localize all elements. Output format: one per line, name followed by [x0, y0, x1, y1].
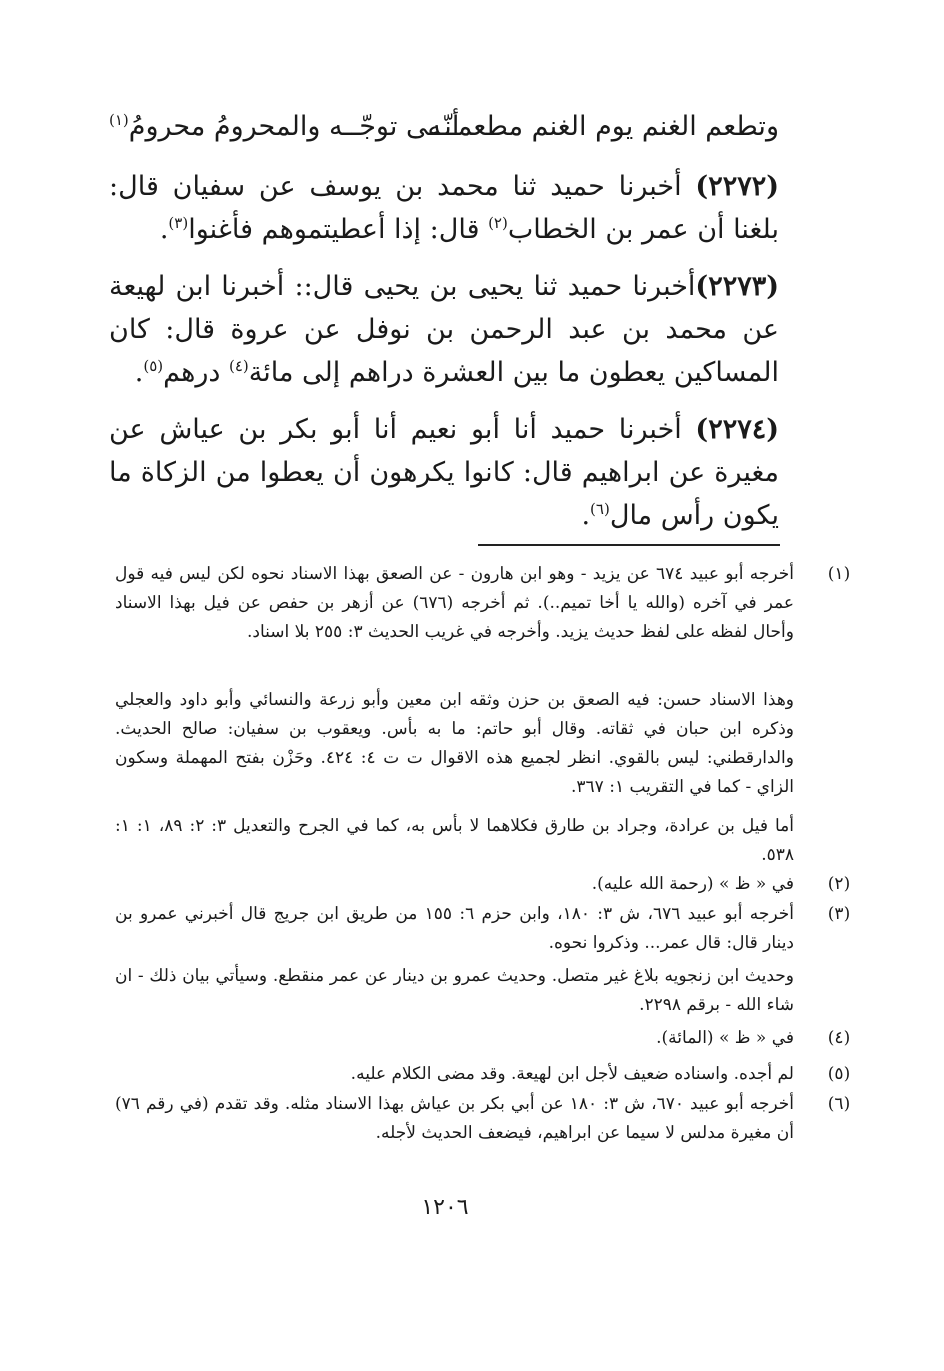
footnote: [115, 962, 794, 1020]
verse-hemistich-1: وتطعم الغنم يوم الغنم مطعمــه: [427, 111, 779, 142]
footnote-mark: (٦): [827, 1094, 851, 1114]
footnote-ref: (١): [109, 111, 129, 129]
footnote-text: أخرجه أبو عبيد ٦٧٦، ش ٣: ١٨٠، وابن حزم ٦: ١٥٥ من طريق ابن جريج قال أخبرني عمرو بن دينار قال: قال عمر... وذكروا نحوه.: [115, 904, 795, 953]
footnote: [115, 812, 794, 870]
footnote: [115, 560, 851, 647]
footnote-ref: (٦): [590, 500, 610, 518]
footnote-text: أخرجه أبو عبيد ٦٧٠، ش ٣: ١٨٠ عن أبي بكر بن عياش بهذا الاسناد مثله. وقد تقدم (في رقم ٧٦) أن مغيرة مدلس لا سيما عن ابراهيم، فيضعف الحديث لأجله.: [115, 1094, 795, 1143]
footnote-text: وحديث ابن زنجويه بلاغ غير متصل. وحديث عمرو بن دينار عن عمر منقطع. وسيأتي بيان ذلك - ان شاء الله - برقم ٢٢٩٨.: [115, 966, 794, 1015]
footnote-mark: (٣): [827, 904, 851, 924]
footnote-mark: (٢): [827, 874, 851, 894]
hadith-number: (٢٢٧٣): [695, 271, 779, 302]
footnote-text: أخرجه أبو عبيد ٦٧٤ عن يزيد - وهو ابن هارون - عن الصعق بهذا الاسناد نحوه لكن ليس فيه قول عمر في آخره (والله يا أخا تميم..). ثم أخرجه (٦٧٦) عن أزهر بن حفص عن فيل بهذا الاسناد وأحال لفظه على لفظ حديث يزيد. وأخرجه في غريب الحديث ٣: ٢٥٥ بلا اسناد.: [115, 564, 794, 642]
verse-hemistich-2: أنّــى توجّــه والمحرومُ محرومُ$^{(١)}$: [109, 111, 460, 142]
hadith-number: (٢٢٧٢): [695, 171, 779, 202]
footnote-ref: (٣): [168, 214, 189, 232]
footnote-mark: (١): [827, 564, 851, 584]
footnote: [115, 1060, 851, 1089]
footnote: [115, 1024, 851, 1053]
hadith-paragraph: (٢٢٧٢) أخبرنا حميد ثنا محمد بن يوسف عن سفيان قال: بلغنا أن عمر بن الخطاب$^{(٢)}$ قال: إذا أعطيتموهم فأغنوا$^{(٣)}$.: [109, 171, 779, 245]
footnote-ref: (٢): [488, 214, 508, 232]
footnote-text: أما فيل بن عرادة، وجراد بن طارق فكلاهما لا بأس به، كما في الجرح والتعديل ٣: ٢: ٨٩، ١: ١: ٥٣٨.: [115, 816, 794, 865]
footnote-mark: (٤): [827, 1028, 851, 1048]
footnote-text: في « ظ » (المائة).: [656, 1028, 794, 1048]
footnote-ref: (٤): [229, 357, 249, 375]
footnote-text: لم أجده. واسناده ضعيف لأجل ابن لهيعة. وقد مضى الكلام عليه.: [350, 1064, 794, 1084]
footnote: [115, 900, 851, 958]
footnote: [115, 870, 851, 899]
footnote-separator: [478, 544, 780, 546]
footnote-text: وهذا الاسناد حسن: فيه الصعق بن حزن وثقه ابن معين وأبو زرعة والنسائي وأبو داود والعجلي وذكره ابن حبان في ثقاته. وقال أبو حاتم: ما به بأس. ويعقوب بن سفيان: صالح الحديث. والدارقطني: ليس بالقوي. انظر لجميع هذه الاقوال ت ت ٤: ٤٢٤. وحَزْن بفتح المهملة وسكون الزاي - كما في التقريب ١: ٣٦٧.: [115, 690, 794, 797]
hadith-number: (٢٢٧٤): [695, 414, 779, 445]
footnote: [115, 1090, 851, 1148]
hadith-paragraph: (٢٢٧٤) أخبرنا حميد أنا أبو نعيم أنا أبو بكر بن عياش عن مغيرة عن ابراهيم قال: كانوا يكرهون أن يعطوا من الزكاة ما يكون رأس مال$^{(٦)}$.: [109, 414, 779, 531]
hadith-paragraph: (٢٢٧٣)أخبرنا حميد ثنا يحيى بن يحيى قال:: أخبرنا ابن لهيعة عن محمد بن عبد الرحمن بن نوفل عن عروة قال: كان المساكين يعطون ما بين العشرة دراهم إلى مائة$^{(٤)}$ درهم$^{(٥)}$.: [109, 271, 779, 388]
page-number: ١٢٠٦: [421, 1195, 469, 1220]
footnote-text: في « ظ » (رحمة الله عليه).: [591, 874, 794, 894]
footnote-ref: (٥): [143, 357, 164, 375]
footnote: [115, 686, 794, 802]
footnote-mark: (٥): [827, 1064, 851, 1084]
